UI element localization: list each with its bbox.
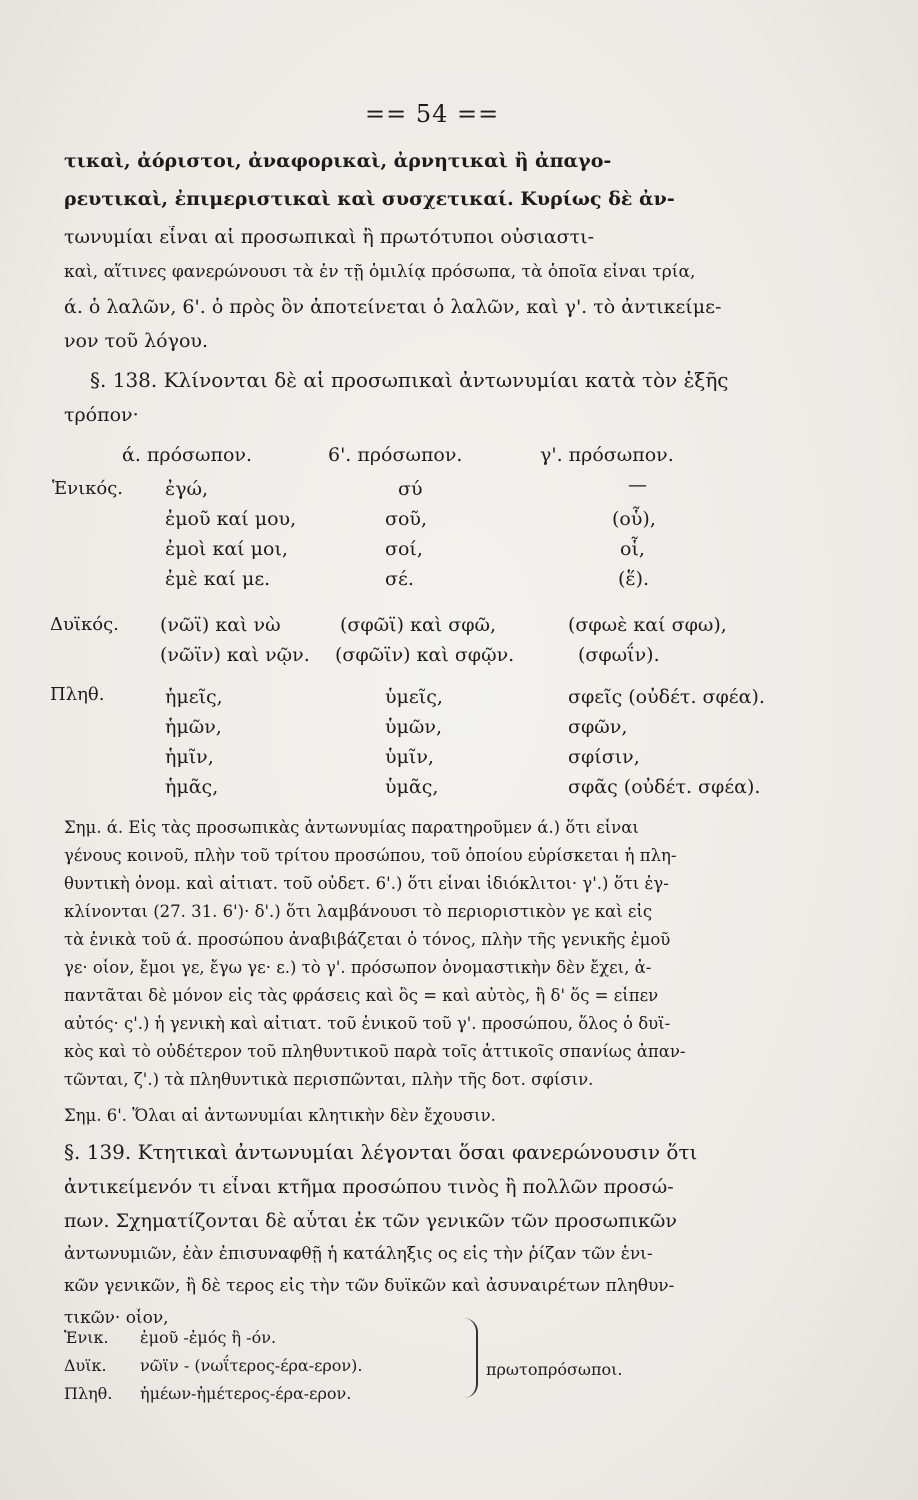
table-cell: ἡμεῖς, (165, 686, 223, 708)
page-number: == 54 == (365, 100, 500, 128)
note-2: Σημ. 6'. Ὅλαι αἱ ἀντωνυμίαι κλητικὴν δὲν ἔχουσιν. (64, 1106, 496, 1125)
table-cell: σοῦ, (385, 508, 427, 530)
brace-label: πρωτοπρόσωποι. (486, 1360, 623, 1379)
table-cell: ἐμοὶ καί μοι, (165, 538, 288, 560)
table-cell: ὑμῶν, (385, 716, 442, 738)
note-line: τῶνται, ζ'.) τὰ πληθυντικὰ περισπῶνται, πλὴν τῆς δοτ. σφίσιν. (64, 1070, 594, 1089)
possessive-row-label: Πληθ. (64, 1384, 113, 1403)
table-header-third-person: γ'. πρόσωπον. (540, 444, 674, 466)
table-cell: σφίσιν, (568, 746, 640, 768)
text-line: καὶ, αἵτινες φανερώνουσι τὰ ἐν τῇ ὁμιλίᾳ πρόσωπα, τὰ ὁποῖα εἶναι τρία, (64, 262, 696, 282)
grouping-brace (462, 1318, 478, 1398)
text-line: τικῶν· οἷον, (64, 1308, 169, 1328)
note-line: γένους κοινοῦ, πλὴν τοῦ τρίτου προσώπου, τοῦ ὁποίου εὑρίσκεται ἡ πλη- (64, 846, 677, 865)
row-label-singular: Ἑνικός. (52, 478, 124, 499)
text-line: ρευτικαὶ, ἐπιμεριστικαὶ καὶ συσχετικαί. Κυρίως δὲ ἀν- (64, 188, 675, 210)
table-cell: (σφῶϊν) καὶ σφῷν. (335, 644, 515, 666)
text-line: τρόπον· (64, 404, 139, 426)
row-label-dual: Δυϊκός. (50, 614, 119, 635)
table-cell: ἐγώ, (165, 478, 209, 500)
text-line: τωνυμίαι εἶναι αἱ προσωπικαὶ ἢ πρωτότυποι οὐσιαστι- (64, 226, 594, 248)
text-line: ἀντωνυμιῶν, ἐὰν ἐπισυναφθῇ ἡ κατάληξις ος εἰς τὴν ῥίζαν τῶν ἑνι- (64, 1244, 653, 1264)
note-line: τὰ ἑνικὰ τοῦ ά. προσώπου ἀναβιβάζεται ὁ τόνος, πλὴν τῆς γενικῆς ἐμοῦ (64, 930, 671, 949)
table-cell: (σφωΐν). (578, 644, 660, 666)
table-cell: (οὗ), (612, 508, 656, 530)
text-line: ά. ὁ λαλῶν, 6'. ὁ πρὸς ὃν ἀποτείνεται ὁ λαλῶν, καὶ γ'. τὸ ἀντικείμε- (64, 296, 722, 318)
table-cell: σφῶν, (568, 716, 628, 738)
table-cell: ὑμῖν, (385, 746, 434, 768)
possessive-row-label: Ἑνικ. (64, 1328, 109, 1347)
table-header-first-person: ά. πρόσωπον. (122, 444, 252, 466)
table-cell: (νῶϊν) καὶ νῷν. (160, 644, 310, 666)
text-line: ἀντικείμενόν τι εἶναι κτῆμα προσώπου τινὸς ἢ πολλῶν προσώ- (64, 1176, 674, 1198)
table-cell: ἐμὲ καί με. (165, 568, 271, 590)
possessive-row-text: ἡμέων-ἡμέτερος-έρα-ερον. (140, 1384, 352, 1403)
note-line: παντᾶται δὲ μόνον εἰς τὰς φράσεις καὶ ὃς = καὶ αὐτὸς, ἢ δ' ὅς = εἶπεν (64, 986, 659, 1005)
note-line: Σημ. ά. Εἰς τὰς προσωπικὰς ἀντωνυμίας παρατηροῦμεν ά.) ὅτι εἶναι (64, 818, 639, 837)
section-139-heading: §. 139. Κτητικαὶ ἀντωνυμίαι λέγονται ὅσαι φανερώνουσιν ὅτι (64, 1140, 698, 1164)
text-line: κῶν γενικῶν, ἢ δὲ τερος εἰς τὴν τῶν δυϊκῶν καὶ ἀσυναιρέτων πληθυν- (64, 1276, 675, 1296)
note-line: αὐτός· ς'.) ἡ γενικὴ καὶ αἰτιατ. τοῦ ἑνικοῦ τοῦ γ'. προσώπου, ὅλος ὁ δυϊ- (64, 1014, 671, 1033)
table-cell: ὑμᾶς, (385, 776, 439, 798)
note-line: κλίνονται (27. 31. 6')· δ'.) ὅτι λαμβάνουσι τὸ περιοριστικὸν γε καὶ εἰς (64, 902, 653, 921)
table-cell: ἡμᾶς, (165, 776, 219, 798)
table-cell: ἡμῖν, (165, 746, 214, 768)
text-line: τικαὶ, ἀόριστοι, ἀναφορικαὶ, ἀρνητικαὶ ἢ ἀπαγο- (64, 150, 612, 172)
table-cell: σφᾶς (οὐδέτ. σφέα). (568, 776, 761, 798)
table-cell: (σφῶϊ) καὶ σφῶ, (340, 614, 497, 636)
possessive-row-text: ἐμοῦ -ἐμός ἢ -όν. (140, 1328, 277, 1347)
table-header-second-person: 6'. πρόσωπον. (328, 444, 463, 466)
table-cell: (σφωὲ καί σφω), (568, 614, 727, 636)
text-line: νον τοῦ λόγου. (64, 330, 208, 352)
table-cell: (νῶϊ) καὶ νὼ (160, 614, 281, 636)
table-cell: σύ (398, 478, 423, 500)
text-line: πων. Σχηματίζονται δὲ αὗται ἐκ τῶν γενικῶν τῶν προσωπικῶν (64, 1210, 677, 1232)
table-cell: σφεῖς (οὐδέτ. σφέα). (568, 686, 765, 708)
table-cell: σοί, (385, 538, 423, 560)
table-cell: (ἕ). (618, 568, 650, 590)
table-cell: ἡμῶν, (165, 716, 222, 738)
table-cell: ὑμεῖς, (385, 686, 443, 708)
section-138-heading: §. 138. Κλίνονται δὲ αἱ προσωπικαὶ ἀντωνυμίαι κατὰ τὸν ἑξῆς (90, 368, 729, 392)
note-line: κὸς καὶ τὸ οὐδέτερον τοῦ πληθυντικοῦ παρὰ τοῖς ἀττικοῖς σπανίως ἀπαν- (64, 1042, 686, 1061)
possessive-row-label: Δυϊκ. (64, 1356, 107, 1375)
possessive-row-text: νῶϊν - (νωΐτερος-έρα-ερον). (140, 1356, 363, 1375)
table-cell: οἷ, (620, 538, 645, 560)
note-line: θυντικὴ ὀνομ. καὶ αἰτιατ. τοῦ οὐδετ. 6'.) ὅτι εἶναι ἰδιόκλιτοι· γ'.) ὅτι ἐγ- (64, 874, 669, 893)
note-line: γε· οἷον, ἔμοι γε, ἔγω γε· ε.) τὸ γ'. πρόσωπον ὀνομαστικὴν δὲν ἔχει, ἀ- (64, 958, 652, 977)
table-cell: — (628, 474, 647, 496)
table-cell: σέ. (385, 568, 414, 590)
row-label-plural: Πληθ. (50, 684, 105, 705)
table-cell: ἐμοῦ καί μου, (165, 508, 297, 530)
